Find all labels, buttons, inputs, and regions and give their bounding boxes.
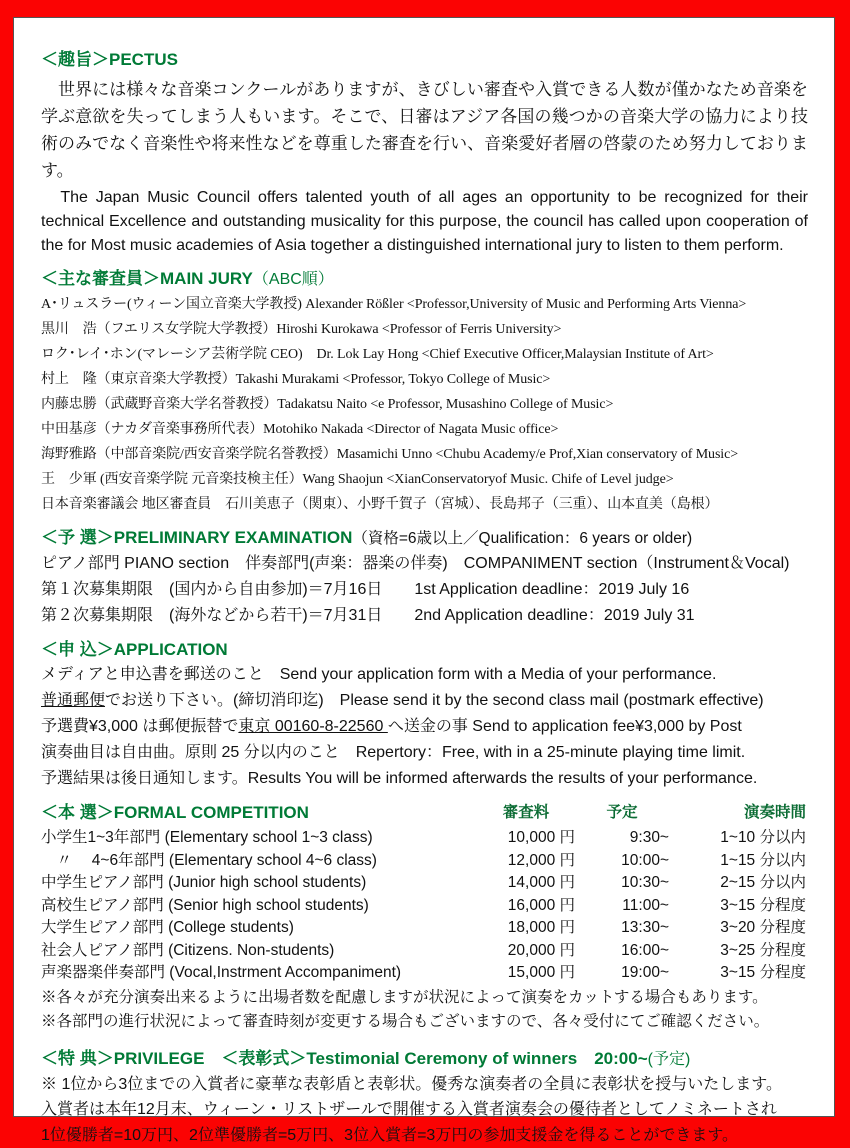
row-fee: 10,000 円 — [477, 827, 575, 850]
ceremony-heading-jp: ＜表彰式＞ — [204, 1049, 306, 1068]
row-time: 10:30~ — [575, 872, 669, 895]
section-purpose — [41, 48, 808, 258]
application-heading-en: APPLICATION — [114, 640, 228, 659]
application-line-fee — [41, 714, 808, 740]
privilege-heading — [41, 1047, 808, 1072]
purpose-paragraph-en: The Japan Music Council offers talented youth of all ages an opportunity to be recognized for their technical Excellence and outstanding musicality for this purpose, the council has called upon cooperation of the for Most music academies of Asia together a distinguished international jury to listen to them perform. — [41, 186, 808, 258]
row-category: 高校生ピアノ部門 (Senior high school students) — [41, 895, 477, 918]
row-fee: 14,000 円 — [477, 872, 575, 895]
purpose-heading-en: PECTUS — [109, 50, 178, 69]
row-duration: 1~15 分以内 — [669, 850, 808, 873]
application-line-fee-pre: 予選費¥3,000 は郵便振替で — [41, 718, 238, 735]
formal-table-row — [41, 850, 808, 873]
section-jury — [41, 267, 808, 517]
row-duration: 3~15 分程度 — [669, 895, 808, 918]
application-line-fee-rest: へ送金の事 Send to application fee¥3,000 by Post — [388, 718, 742, 735]
privilege-line-nomination: 入賞者は本年12月末、ウィーン・リストザールで開催する入賞者演奏会の優待者としてノミネートされ — [41, 1097, 808, 1123]
application-line-mail — [41, 688, 808, 714]
row-time: 19:00~ — [575, 962, 669, 985]
row-category: 社会人ピアノ部門 (Citizens. Non-students) — [41, 940, 477, 963]
application-heading-jp: ＜申 込＞ — [41, 640, 114, 659]
jury-heading — [41, 267, 808, 292]
jury-heading-jp: ＜主な審査員＞ — [41, 269, 160, 288]
jury-member: ロク･レイ･ホン(マレーシア芸術学院 CEO) Dr. Lok Lay Hong <Chief Executive Officer,Malaysian Institute of Art> — [41, 342, 808, 367]
flyer-sheet — [13, 17, 835, 1117]
row-duration: 3~20 分程度 — [669, 917, 808, 940]
row-fee: 20,000 円 — [477, 940, 575, 963]
preliminary-deadline-2: 第２次募集期限 (海外などから若干)＝7月31日 2nd Application deadline：2019 July 31 — [41, 603, 808, 629]
purpose-paragraph-jp: 世界には様々な音楽コンクールがありますが、きびしい審査や入賞できる人数が僅かなため音楽を学ぶ意欲を失ってしまう人もいます。そこで、日審はアジア各国の幾つかの音楽大学の協力により技術のみでなく音楽性や将来性などを尊重した審査を行い、音楽愛好者層の啓蒙のため努力しております。 — [41, 76, 808, 184]
formal-table-header — [41, 801, 808, 825]
row-time: 11:00~ — [575, 895, 669, 918]
row-category: 大学生ピアノ部門 (College students) — [41, 917, 477, 940]
formal-table-row — [41, 872, 808, 895]
row-time: 16:00~ — [575, 940, 669, 963]
ceremony-time: 20:00~ — [577, 1049, 647, 1068]
application-line-mail-rest: でお送り下さい。(締切消印迄) Please send it by the second class mail (postmark effective) — [105, 692, 764, 709]
jury-member: 日本音楽審議会 地区審査員 石川美恵子（関東）、小野千賀子（宮城）、長島邦子（三重）、山本直美（島根） — [41, 492, 808, 517]
row-time: 9:30~ — [575, 827, 669, 850]
column-header-duration: 演奏時間 — [669, 801, 808, 825]
preliminary-sections-line: ピアノ部門 PIANO section 伴奏部門(声楽：器楽の伴奏) COMPANIMENT section（Instrument＆Vocal) — [41, 551, 808, 577]
jury-member: 黒川 浩（フエリス女学院大学教授）Hiroshi Kurokawa <Professor of Ferris University> — [41, 317, 808, 342]
formal-table-row — [41, 895, 808, 918]
jury-member: 村上 隆（東京音楽大学教授）Takashi Murakami <Professor, Tokyo College of Music> — [41, 367, 808, 392]
application-heading — [41, 638, 808, 662]
row-category: 中学生ピアノ部門 (Junior high school students) — [41, 872, 477, 895]
section-privilege — [41, 1047, 808, 1148]
formal-heading-en: FORMAL COMPETITION — [114, 803, 309, 822]
preliminary-qualification: （資格=6歳以上／Qualification：6 years or older) — [352, 530, 692, 547]
underlined-mail-method: 普通郵便 — [41, 692, 105, 709]
jury-member: 内藤忠勝（武蔵野音楽大学名誉教授）Tadakatsu Naito <e Professor, Musashino College of Music> — [41, 392, 808, 417]
jury-member: A･リュスラー(ウィーン国立音楽大学教授) Alexander Rößler <Professor,University of Music and Performing Arts Vienna> — [41, 292, 808, 317]
row-fee: 15,000 円 — [477, 962, 575, 985]
preliminary-heading-en: PRELIMINARY EXAMINATION — [114, 528, 353, 547]
row-fee: 12,000 円 — [477, 850, 575, 873]
row-time: 10:00~ — [575, 850, 669, 873]
row-duration: 2~15 分以内 — [669, 872, 808, 895]
row-duration: 3~15 分程度 — [669, 962, 808, 985]
jury-heading-note: （ABC順） — [253, 271, 334, 288]
formal-note-1: ※各々が充分演奏出来るように出場者数を配慮しますが状況によって演奏をカットする場合もあります。 — [41, 986, 808, 1010]
underlined-postal-account: 東京 00160-8-22560 — [238, 718, 387, 735]
section-formal-competition — [41, 801, 808, 1034]
privilege-heading-jp: ＜特 典＞ — [41, 1049, 114, 1068]
preliminary-heading-jp: ＜予 選＞ — [41, 528, 114, 547]
purpose-heading-jp: ＜趣旨＞ — [41, 50, 109, 69]
ceremony-time-note: (予定) — [648, 1051, 691, 1068]
purpose-heading — [41, 48, 808, 72]
section-preliminary — [41, 526, 808, 629]
column-header-schedule: 予定 — [575, 801, 669, 825]
formal-table-row — [41, 827, 808, 850]
row-duration: 1~10 分以内 — [669, 827, 808, 850]
jury-heading-en: MAIN JURY — [160, 269, 253, 288]
application-line-media: メディアと申込書を郵送のこと Send your application form with a Media of your performance. — [41, 662, 808, 688]
row-category: 声楽器楽伴奏部門 (Vocal,Instrment Accompaniment) — [41, 962, 477, 985]
jury-member: 王 少軍 (西安音楽学院 元音楽技検主任）Wang Shaojun <XianConservatoryof Music. Chife of Level judge> — [41, 467, 808, 492]
formal-note-2: ※各部門の進行状況によって審査時刻が変更する場合もございますので、各々受付にてご確認ください。 — [41, 1010, 808, 1034]
ceremony-heading-en: Testimonial Ceremony of winners — [306, 1049, 577, 1068]
preliminary-heading — [41, 526, 808, 551]
jury-member: 中田基彦（ナカダ音楽事務所代表）Motohiko Nakada <Director of Nagata Music office> — [41, 417, 808, 442]
row-time: 13:30~ — [575, 917, 669, 940]
preliminary-deadline-1: 第１次募集期限 (国内から自由参加)＝7月16日 1st Application deadline：2019 July 16 — [41, 577, 808, 603]
privilege-line-awards: ※ 1位から3位までの入賞者に豪華な表彰盾と表彰状。優秀な演奏者の全員に表彰状を授与いたします。 — [41, 1072, 808, 1098]
formal-heading-jp: ＜本 選＞ — [41, 803, 114, 822]
section-application — [41, 638, 808, 792]
row-fee: 18,000 円 — [477, 917, 575, 940]
formal-heading — [41, 801, 477, 825]
jury-member: 海野雅路（中部音楽院/西安音楽学院名誉教授）Masamichi Unno <Chubu Academy/e Prof,Xian conservatory of Music> — [41, 442, 808, 467]
row-duration: 3~25 分程度 — [669, 940, 808, 963]
application-line-repertory: 演奏曲目は自由曲。原則 25 分以内のこと Repertory：Free, with in a 25-minute playing time limit. — [41, 740, 808, 766]
formal-table-row — [41, 917, 808, 940]
privilege-line-prize-money: 1位優勝者=10万円、2位準優勝者=5万円、3位入賞者=3万円の参加支援金を得ることができます。 — [41, 1123, 808, 1148]
formal-table-row — [41, 940, 808, 963]
column-header-fee: 審査料 — [477, 801, 575, 825]
formal-table-row — [41, 962, 808, 985]
privilege-heading-en: PRIVILEGE — [114, 1049, 205, 1068]
row-category: 〃 4~6年部門 (Elementary school 4~6 class) — [41, 850, 477, 873]
application-line-results: 予選結果は後日通知します。Results You will be informed afterwards the results of your performance. — [41, 766, 808, 792]
row-fee: 16,000 円 — [477, 895, 575, 918]
row-category: 小学生1~3年部門 (Elementary school 1~3 class) — [41, 827, 477, 850]
